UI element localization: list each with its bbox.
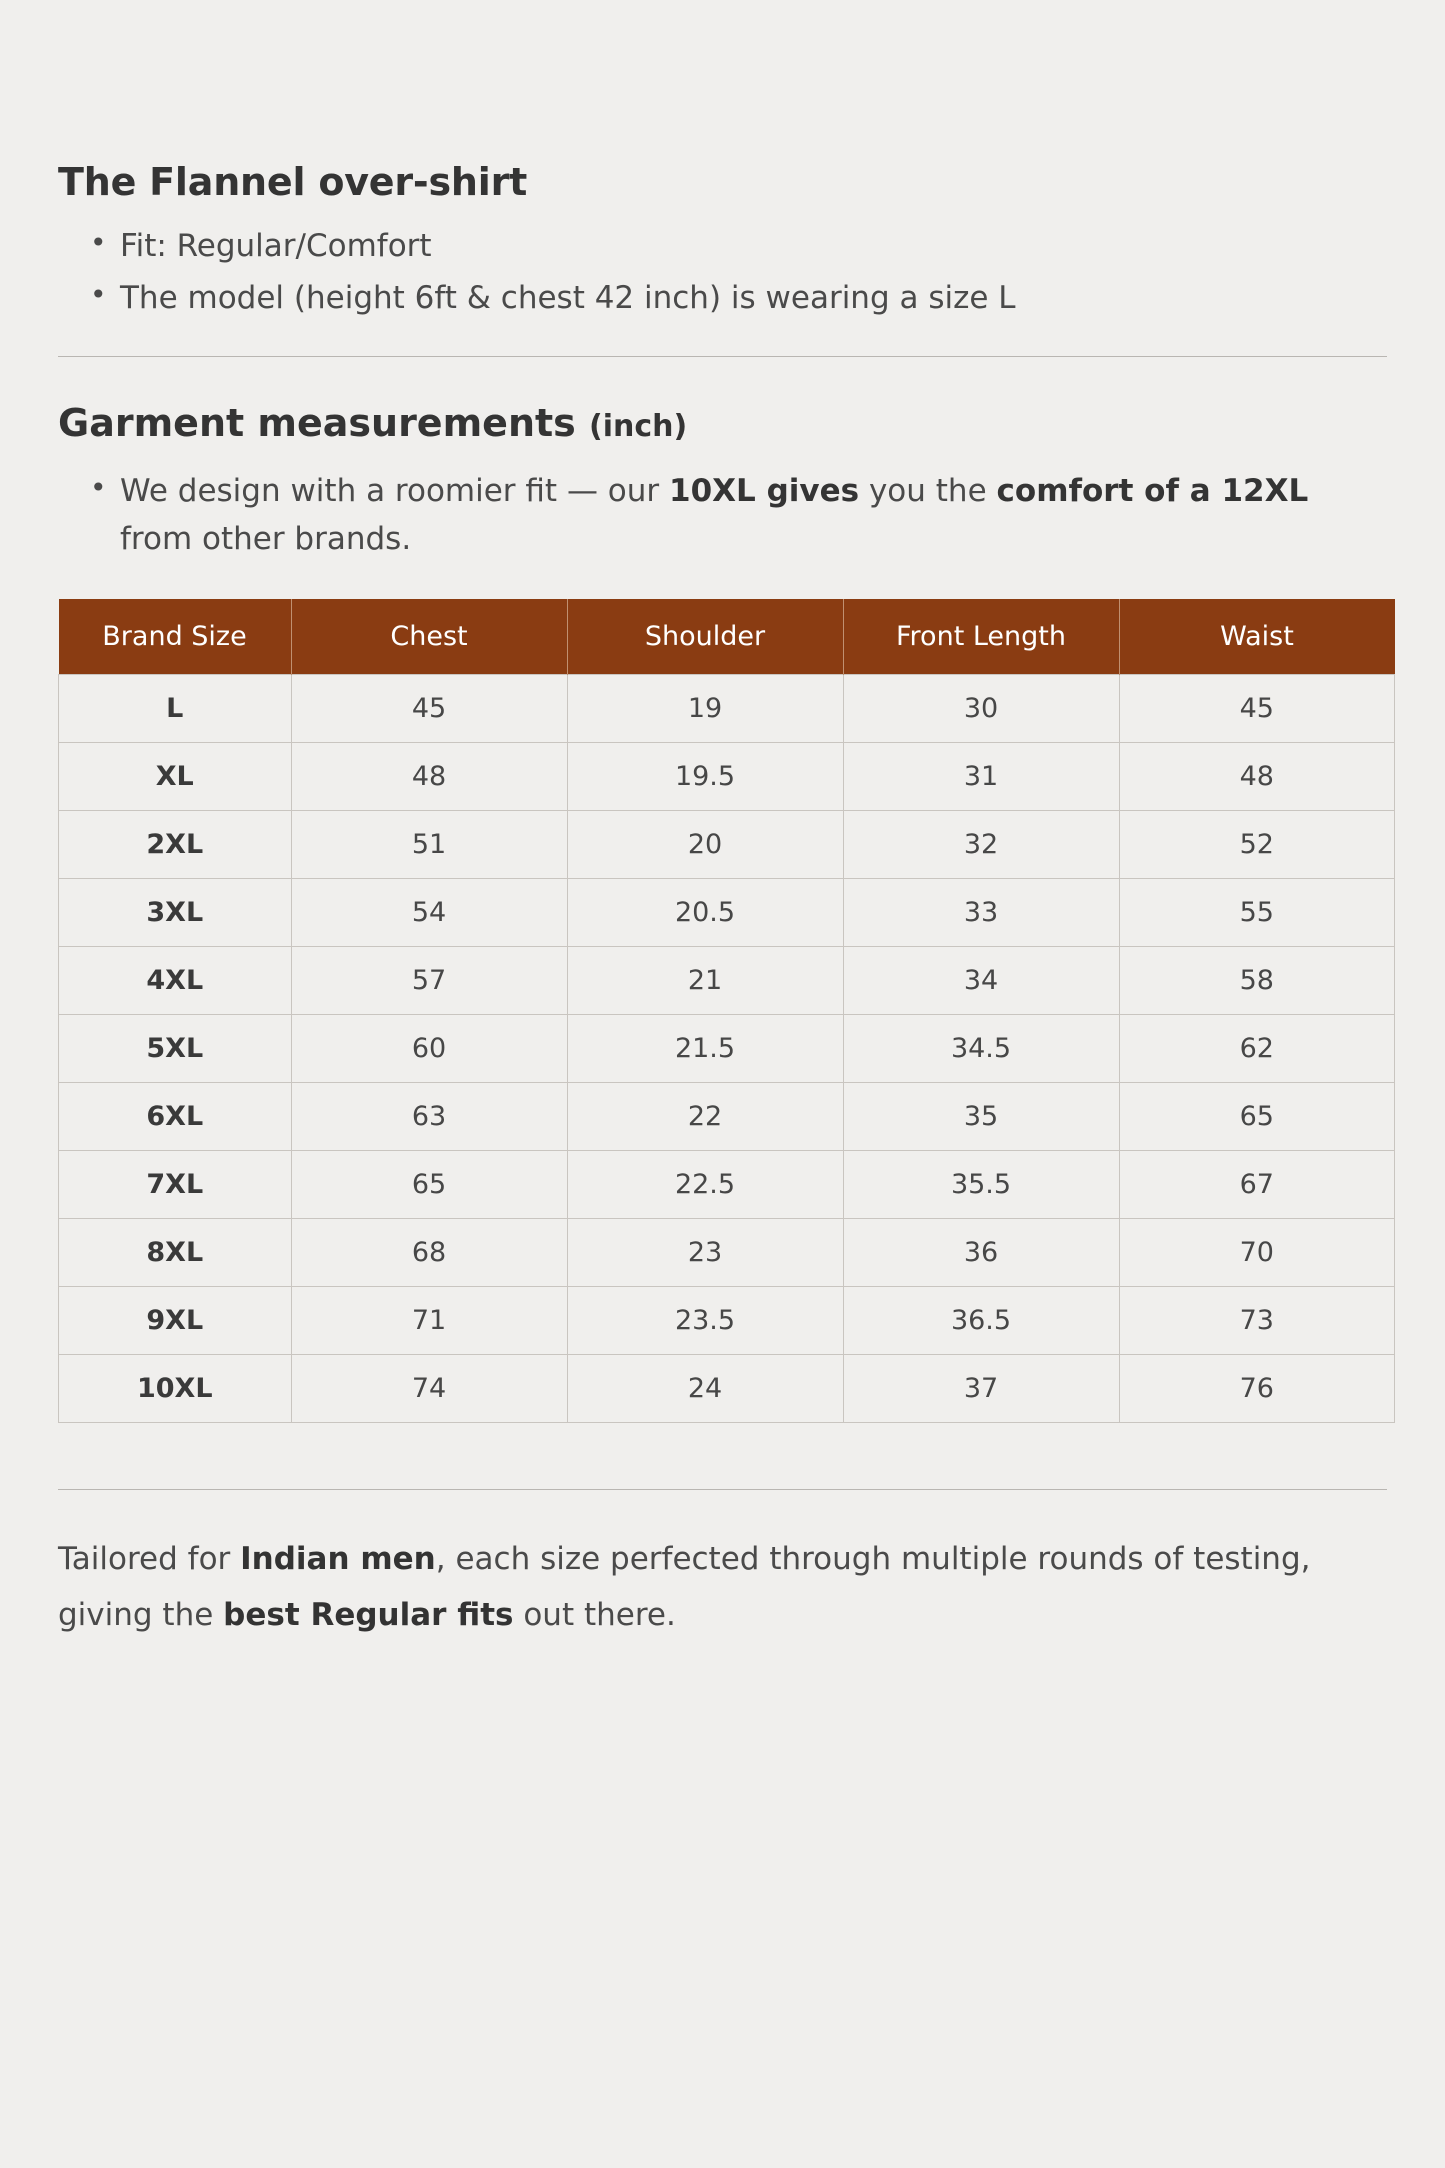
divider-bottom bbox=[58, 1489, 1387, 1490]
table-header bbox=[59, 599, 1395, 675]
table-row bbox=[59, 1287, 1395, 1355]
cell-chest: 57 bbox=[291, 947, 567, 1015]
cell-size: XL bbox=[59, 743, 292, 811]
product-fit-list bbox=[58, 222, 1387, 322]
table-row bbox=[59, 947, 1395, 1015]
cell-chest: 45 bbox=[291, 675, 567, 743]
note-prefix: We design with a roomier fit — our bbox=[120, 473, 670, 510]
list-item: • Fit: Regular/Comfort bbox=[84, 222, 1387, 270]
table-body bbox=[59, 675, 1395, 1423]
cell-shoulder: 23 bbox=[567, 1219, 843, 1287]
column-header-front-length: Front Length bbox=[843, 599, 1119, 675]
cell-front-length: 35 bbox=[843, 1083, 1119, 1151]
cell-front-length: 34.5 bbox=[843, 1015, 1119, 1083]
cell-waist: 52 bbox=[1119, 811, 1395, 879]
page-title: The Flannel over-shirt bbox=[58, 160, 528, 204]
cell-chest: 65 bbox=[291, 1151, 567, 1219]
footer-part-2: , each size perfected through multiple rounds of testing, giving the bbox=[58, 1541, 1311, 1633]
cell-size: L bbox=[59, 675, 292, 743]
size-chart-table bbox=[58, 599, 1395, 1423]
cell-waist: 58 bbox=[1119, 947, 1395, 1015]
cell-waist: 45 bbox=[1119, 675, 1395, 743]
cell-chest: 63 bbox=[291, 1083, 567, 1151]
cell-chest: 74 bbox=[291, 1355, 567, 1423]
column-header-waist: Waist bbox=[1119, 599, 1395, 675]
footer-bold-1: Indian men bbox=[240, 1541, 436, 1578]
table-row bbox=[59, 743, 1395, 811]
footer-bold-2: best Regular fits bbox=[223, 1596, 514, 1633]
cell-front-length: 34 bbox=[843, 947, 1119, 1015]
cell-shoulder: 19.5 bbox=[567, 743, 843, 811]
cell-size: 6XL bbox=[59, 1083, 292, 1151]
cell-shoulder: 22.5 bbox=[567, 1151, 843, 1219]
measurement-unit: (inch) bbox=[589, 409, 688, 445]
cell-chest: 51 bbox=[291, 811, 567, 879]
footer-part-3: out there. bbox=[513, 1596, 676, 1633]
table-row bbox=[59, 1151, 1395, 1219]
cell-shoulder: 22 bbox=[567, 1083, 843, 1151]
cell-waist: 62 bbox=[1119, 1015, 1395, 1083]
cell-waist: 48 bbox=[1119, 743, 1395, 811]
cell-waist: 73 bbox=[1119, 1287, 1395, 1355]
cell-front-length: 35.5 bbox=[843, 1151, 1119, 1219]
cell-front-length: 32 bbox=[843, 811, 1119, 879]
table-header-row bbox=[59, 599, 1395, 675]
cell-front-length: 30 bbox=[843, 675, 1119, 743]
column-header-brand-size: Brand Size bbox=[59, 599, 292, 675]
cell-shoulder: 20.5 bbox=[567, 879, 843, 947]
fit-note-list bbox=[58, 467, 1387, 563]
cell-shoulder: 24 bbox=[567, 1355, 843, 1423]
cell-shoulder: 23.5 bbox=[567, 1287, 843, 1355]
note-suffix: from other brands. bbox=[120, 521, 412, 558]
cell-waist: 55 bbox=[1119, 879, 1395, 947]
table-row bbox=[59, 1083, 1395, 1151]
table-row bbox=[59, 811, 1395, 879]
cell-shoulder: 21.5 bbox=[567, 1015, 843, 1083]
garment-measurements-title bbox=[58, 401, 1387, 445]
footer-note bbox=[58, 1532, 1387, 1644]
cell-chest: 71 bbox=[291, 1287, 567, 1355]
cell-waist: 70 bbox=[1119, 1219, 1395, 1287]
cell-shoulder: 19 bbox=[567, 675, 843, 743]
garment-measurements-label: Garment measurements bbox=[58, 401, 576, 446]
cell-front-length: 33 bbox=[843, 879, 1119, 947]
cell-front-length: 36 bbox=[843, 1219, 1119, 1287]
cell-size: 2XL bbox=[59, 811, 292, 879]
table-row bbox=[59, 1015, 1395, 1083]
cell-size: 10XL bbox=[59, 1355, 292, 1423]
table-row bbox=[59, 1219, 1395, 1287]
footer-part-1: Tailored for bbox=[58, 1541, 241, 1578]
cell-chest: 48 bbox=[291, 743, 567, 811]
divider-top bbox=[58, 356, 1387, 357]
cell-shoulder: 20 bbox=[567, 811, 843, 879]
cell-chest: 60 bbox=[291, 1015, 567, 1083]
column-header-chest: Chest bbox=[291, 599, 567, 675]
cell-size: 9XL bbox=[59, 1287, 292, 1355]
cell-shoulder: 21 bbox=[567, 947, 843, 1015]
table-row bbox=[59, 675, 1395, 743]
cell-front-length: 37 bbox=[843, 1355, 1119, 1423]
cell-chest: 54 bbox=[291, 879, 567, 947]
cell-waist: 67 bbox=[1119, 1151, 1395, 1219]
cell-front-length: 31 bbox=[843, 743, 1119, 811]
cell-waist: 76 bbox=[1119, 1355, 1395, 1423]
cell-size: 4XL bbox=[59, 947, 292, 1015]
cell-front-length: 36.5 bbox=[843, 1287, 1119, 1355]
table-row bbox=[59, 1355, 1395, 1423]
cell-size: 3XL bbox=[59, 879, 292, 947]
table-row bbox=[59, 879, 1395, 947]
list-item bbox=[84, 467, 1387, 563]
cell-size: 7XL bbox=[59, 1151, 292, 1219]
cell-waist: 65 bbox=[1119, 1083, 1395, 1151]
cell-size: 5XL bbox=[59, 1015, 292, 1083]
cell-size: 8XL bbox=[59, 1219, 292, 1287]
note-bold-2: comfort of a 12XL bbox=[996, 473, 1309, 510]
note-middle: you the bbox=[859, 473, 997, 510]
list-item: • The model (height 6ft & chest 42 inch) is wearing a size L bbox=[84, 274, 1387, 322]
column-header-shoulder: Shoulder bbox=[567, 599, 843, 675]
note-bold-1: 10XL gives bbox=[669, 473, 860, 510]
cell-chest: 68 bbox=[291, 1219, 567, 1287]
